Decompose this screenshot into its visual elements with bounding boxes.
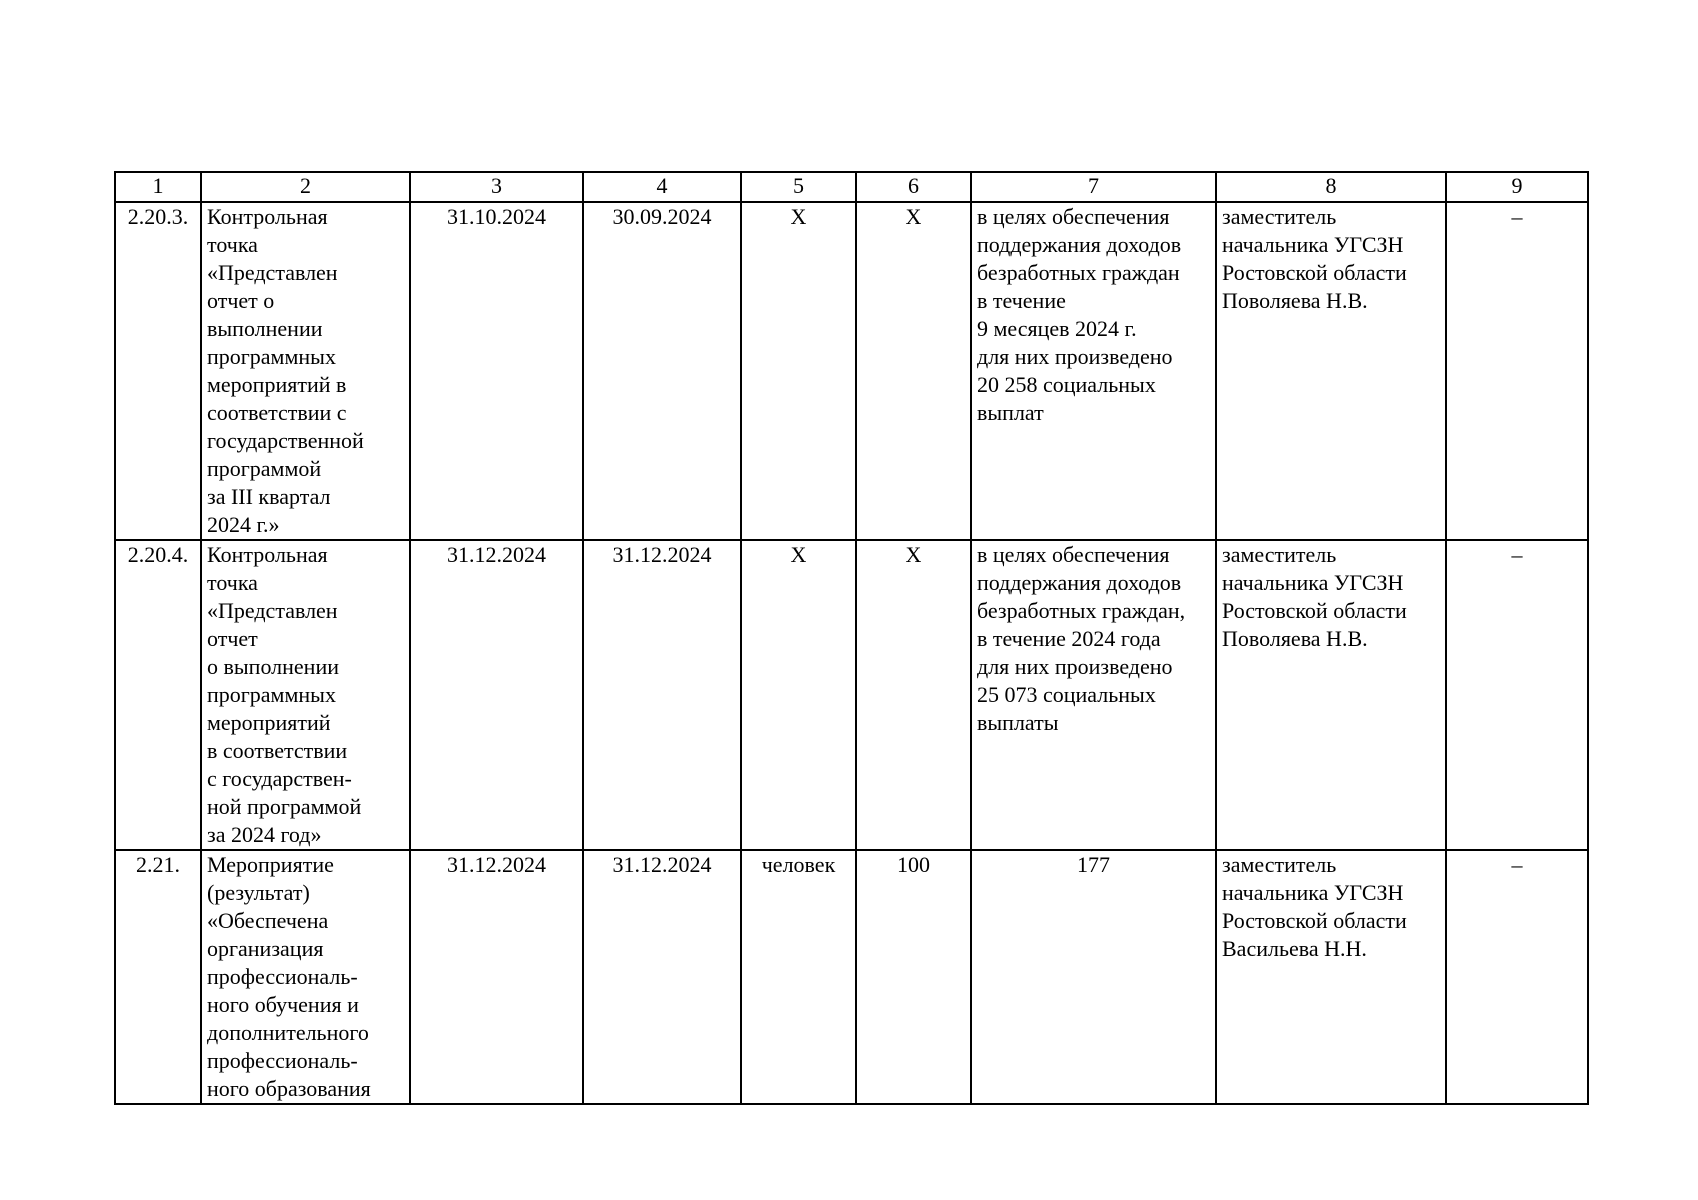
table-row xyxy=(115,202,1588,540)
column-header-4: 4 xyxy=(583,172,741,202)
responsible: заместитель начальника УГСЗН Ростовской области Васильева Н.Н. xyxy=(1216,850,1446,1104)
note: – xyxy=(1446,540,1588,850)
column-header-2: 2 xyxy=(201,172,410,202)
event-name: Контрольная точка «Представлен отчет о выполнении программных мероприятий в соответствии с государствен- ной программой за 2024 год» xyxy=(201,540,410,850)
column-header-3: 3 xyxy=(410,172,583,202)
plan-date: 31.10.2024 xyxy=(410,202,583,540)
plan-date: 31.12.2024 xyxy=(410,850,583,1104)
report-table xyxy=(114,171,1589,1105)
event-name: Контрольная точка «Представлен отчет о выполнении программных мероприятий в соответствии с государственной программой за III квартал 2024 г.» xyxy=(201,202,410,540)
result: 177 xyxy=(971,850,1216,1104)
table-row xyxy=(115,540,1588,850)
row-number: 2.21. xyxy=(115,850,201,1104)
column-number-row xyxy=(115,172,1588,202)
plan-date: 31.12.2024 xyxy=(410,540,583,850)
table-row xyxy=(115,850,1588,1104)
unit: Х xyxy=(741,202,856,540)
row-number: 2.20.4. xyxy=(115,540,201,850)
result: в целях обеспечения поддержания доходов безработных граждан, в течение 2024 года для них произведено 25 073 социальных выплаты xyxy=(971,540,1216,850)
row-number: 2.20.3. xyxy=(115,202,201,540)
responsible: заместитель начальника УГСЗН Ростовской области Поволяева Н.В. xyxy=(1216,540,1446,850)
column-header-1: 1 xyxy=(115,172,201,202)
result: в целях обеспечения поддержания доходов безработных граждан в течение 9 месяцев 2024 г. для них произведено 20 258 социальных выплат xyxy=(971,202,1216,540)
event-name: Мероприятие (результат) «Обеспечена организация профессиональ- ного обучения и дополнительного профессиональ- ного образования xyxy=(201,850,410,1104)
fact-date: 31.12.2024 xyxy=(583,540,741,850)
plan-value: 100 xyxy=(856,850,971,1104)
plan-value: Х xyxy=(856,202,971,540)
column-header-7: 7 xyxy=(971,172,1216,202)
plan-value: Х xyxy=(856,540,971,850)
note: – xyxy=(1446,850,1588,1104)
column-header-5: 5 xyxy=(741,172,856,202)
responsible: заместитель начальника УГСЗН Ростовской области Поволяева Н.В. xyxy=(1216,202,1446,540)
unit: Х xyxy=(741,540,856,850)
fact-date: 31.12.2024 xyxy=(583,850,741,1104)
column-header-9: 9 xyxy=(1446,172,1588,202)
fact-date: 30.09.2024 xyxy=(583,202,741,540)
unit: человек xyxy=(741,850,856,1104)
column-header-8: 8 xyxy=(1216,172,1446,202)
note: – xyxy=(1446,202,1588,540)
column-header-6: 6 xyxy=(856,172,971,202)
